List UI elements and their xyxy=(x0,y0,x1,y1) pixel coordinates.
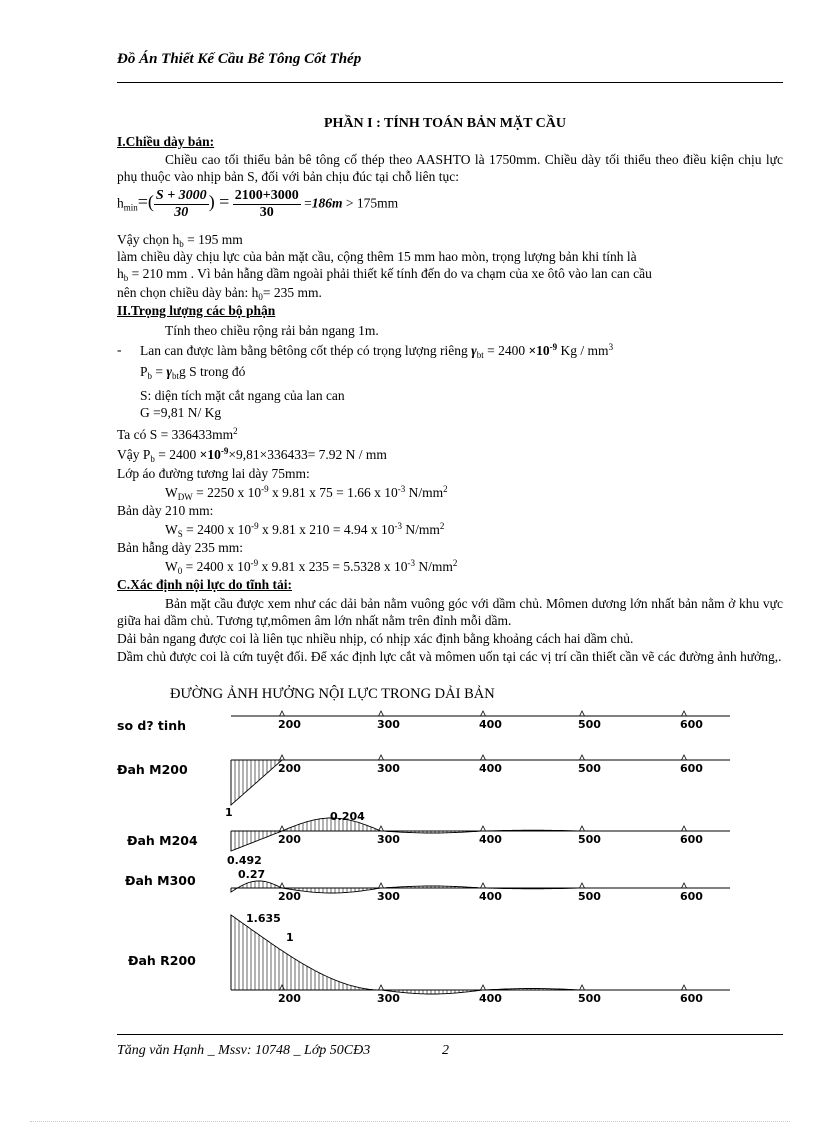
tick-label-600-row-1: 600 xyxy=(680,762,703,775)
w0-d: N/mm xyxy=(415,559,453,574)
section-3-paragraph-3: Dầm chủ được coi là cứn tuyệt đối. Để xác định lực cắt và mômen uốn tại các vị trí cần thiết cần vẽ các đường ảnh hưởng,. xyxy=(117,649,782,664)
thickness-line-3-text: = 210 mm . Vì bản hẫng dầm ngoài phải thiết kế tính đến do va chạm của xe ôtô vào lan can cầu xyxy=(128,266,652,281)
pb-rest: g S trong đó xyxy=(179,364,246,379)
pb-eq: = xyxy=(152,364,167,379)
pb-result-d: ×336433= 7.92 N / mm xyxy=(259,447,387,462)
tick-label-200-row-2: 200 xyxy=(278,833,301,846)
support-mark-500-row-2 xyxy=(580,826,585,831)
wdw-exp3: 2 xyxy=(443,484,448,494)
ws-c: x 9.81 x 210 = 4.94 x 10 xyxy=(258,522,395,537)
footer-page-number: 2 xyxy=(442,1043,449,1058)
support-mark-600-row-0 xyxy=(682,711,687,716)
tick-label-400-row-3: 400 xyxy=(479,890,502,903)
unit-weight-value: = 2400 xyxy=(483,343,529,358)
support-mark-500-row-3 xyxy=(580,883,585,888)
formula-close: ) = xyxy=(208,191,230,212)
support-mark-400-row-4 xyxy=(481,985,486,990)
pb-gamma-sub: bt xyxy=(172,371,180,381)
footer-author: Tăng văn Hạnh _ Mssv: 10748 _ Lớp 50CĐ3 xyxy=(117,1043,371,1058)
tick-label-200-row-0: 200 xyxy=(278,718,301,731)
formula-lhs-sub: min xyxy=(123,202,138,213)
support-mark-600-row-3 xyxy=(682,883,687,888)
tick-label-300-row-4: 300 xyxy=(377,992,400,1005)
page-bottom-edge xyxy=(30,1121,790,1122)
thickness-line-2: làm chiều dày chịu lực của bản mặt cầu, cộng thêm 15 mm hao mòn, trọng lượng bản khi tính là xyxy=(117,249,637,264)
ws-b: = 2400 x 10 xyxy=(182,522,252,537)
pb-result-exp: -9 xyxy=(220,446,229,456)
s-definition: S: diện tích mặt cắt ngang của lan can xyxy=(140,388,345,403)
wdw-a: W xyxy=(165,485,178,500)
row-label-m200: Đah M200 xyxy=(117,762,188,777)
support-mark-200-row-4 xyxy=(280,985,285,990)
support-mark-500-row-1 xyxy=(580,755,585,760)
wdw-exp1: -9 xyxy=(261,484,269,494)
support-mark-600-row-1 xyxy=(682,755,687,760)
wdw-b: = 2250 x 10 xyxy=(192,485,262,500)
support-mark-400-row-1 xyxy=(481,755,486,760)
tick-label-400-row-0: 400 xyxy=(479,718,502,731)
support-mark-600-row-2 xyxy=(682,826,687,831)
row-label-m204: Đah M204 xyxy=(127,833,198,848)
section-2-heading: II.Trọng lượng các bộ phận xyxy=(117,303,276,318)
thickness-line-4-value: = 235 mm. xyxy=(262,285,322,300)
row-label-m300: Đah M300 xyxy=(125,873,196,888)
section-3-heading: C.Xác định nội lực do tĩnh tải: xyxy=(117,577,293,592)
document-header-title: Đồ Án Thiết Kế Cầu Bê Tông Cốt Thép xyxy=(117,51,362,67)
section-3-paragraph-1: Bản mặt cầu được xem như các dải bản nằm vuông góc với dầm chủ. Mômen dương lớn nhất bản nằm ở khu vực giữa hai dầm chủ. Tương tự,mômen âm lớn nhất nằm trên đỉnh mỗi dầm. xyxy=(117,596,783,628)
tick-label-400-row-4: 400 xyxy=(479,992,502,1005)
m300-value-027: 0.27 xyxy=(238,868,266,881)
railing-bullet-text: Lan can được làm bằng bêtông cốt thép có trọng lượng riêng xyxy=(140,343,468,358)
fraction-1-denominator: 30 xyxy=(174,205,189,220)
tick-label-400-row-2: 400 xyxy=(479,833,502,846)
tick-label-500-row-4: 500 xyxy=(578,992,601,1005)
tick-label-600-row-3: 600 xyxy=(680,890,703,903)
w0-sub: 0 xyxy=(177,566,183,576)
formula-lhs: h xyxy=(117,195,124,211)
ws-a: W xyxy=(165,522,178,537)
support-mark-600-row-4 xyxy=(682,985,687,990)
w0-a: W xyxy=(165,559,178,574)
tick-label-600-row-0: 600 xyxy=(680,718,703,731)
thickness-line-3-h: h xyxy=(117,266,124,281)
tick-label-200-row-1: 200 xyxy=(278,762,301,775)
m200-value-1: 1 xyxy=(225,806,233,819)
pb-result-a: Vậy P xyxy=(117,447,151,462)
tick-label-500-row-1: 500 xyxy=(578,762,601,775)
row-label-r200: Đah R200 xyxy=(128,953,196,968)
support-mark-300-row-3 xyxy=(379,883,384,888)
pb-result-c: ×9,81 xyxy=(228,447,260,462)
support-mark-500-row-0 xyxy=(580,711,585,716)
wdw-d: N/mm xyxy=(405,485,444,500)
w0-b: = 2400 x 10 xyxy=(182,559,251,574)
tick-label-600-row-4: 600 xyxy=(680,992,703,1005)
w0-c: x 9.81 x 235 = 5.5328 x 10 xyxy=(258,559,408,574)
tick-label-300-row-1: 300 xyxy=(377,762,400,775)
tick-label-500-row-3: 500 xyxy=(578,890,601,903)
cantilever-235-label: Bản hẫng dày 235 mm: xyxy=(117,540,243,555)
diagram-title: ĐƯỜNG ẢNH HƯỞNG NỘI LỰC TRONG DẢI BẢN xyxy=(170,686,495,702)
ws-exp3: 2 xyxy=(439,521,445,531)
tick-label-600-row-2: 600 xyxy=(680,833,703,846)
support-mark-400-row-3 xyxy=(481,883,486,888)
support-mark-400-row-0 xyxy=(481,711,486,716)
section-2-intro: Tính theo chiều rộng rải bản ngang 1m. xyxy=(165,323,379,338)
pb-symbol: P xyxy=(140,364,148,379)
tick-label-400-row-1: 400 xyxy=(479,762,502,775)
gamma-symbol: γ xyxy=(471,343,477,358)
wdw-exp2: -3 xyxy=(397,484,406,494)
w0-exp2: -3 xyxy=(407,558,415,568)
unit-weight-unit: Kg / mm xyxy=(557,343,609,358)
pb-result-times: ×10 xyxy=(199,447,221,462)
formula-tail: > 175mm xyxy=(345,195,399,211)
tick-label-300-row-2: 300 xyxy=(377,833,400,846)
tick-label-300-row-3: 300 xyxy=(377,890,400,903)
chosen-hb-text: Vậy chọn h xyxy=(117,232,180,247)
r200-value-1: 1 xyxy=(286,931,294,944)
section-1-paragraph: Chiều cao tối thiểu bản bê tông cố thép theo AASHTO là 1750mm. Chiều dày tối thiểu theo điều kiện chịu lực phụ thuộc vào nhịp bản S, đối với bản chịu đúc tại chỗ liên tục: xyxy=(117,152,783,184)
thickness-line-4-sub: 0 xyxy=(258,292,263,302)
footer-rule xyxy=(117,1034,783,1035)
fraction-1-numerator: S + 3000 xyxy=(155,188,207,203)
support-mark-200-row-0 xyxy=(280,711,285,716)
formula-result-unit: m xyxy=(331,195,343,211)
w0-exp1: -9 xyxy=(250,558,259,568)
support-mark-200-row-1 xyxy=(280,755,285,760)
ws-exp2: -3 xyxy=(394,521,403,531)
m204-value-0492: 0.492 xyxy=(227,854,262,867)
thickness-line-3-sub: b xyxy=(123,273,129,283)
chosen-hb-sub: b xyxy=(179,239,184,249)
formula-result: 186 xyxy=(311,195,332,211)
part-title: PHẦN I : TÍNH TOÁN BẢN MẶT CẦU xyxy=(323,116,567,131)
tick-label-500-row-0: 500 xyxy=(578,718,601,731)
formula-eq2: = xyxy=(304,195,312,211)
support-mark-500-row-4 xyxy=(580,985,585,990)
unit-weight-exp: -9 xyxy=(549,342,558,352)
railing-bullet-dash: - xyxy=(117,342,122,357)
row-label-scheme: so d? tinh xyxy=(117,718,186,733)
fraction-2-denominator: 30 xyxy=(259,205,274,220)
slab-210-label: Bản dày 210 mm: xyxy=(117,503,214,518)
w0-exp3: 2 xyxy=(452,558,458,568)
support-mark-300-row-1 xyxy=(379,755,384,760)
section-1-heading: I.Chiều dày bản: xyxy=(117,134,215,149)
pb-sub: b xyxy=(147,371,153,381)
wearing-surface-label: Lớp áo đường tương lai dày 75mm: xyxy=(117,466,310,481)
m200-area-outline xyxy=(231,760,282,805)
tick-label-300-row-0: 300 xyxy=(377,718,400,731)
pb-result-sub: b xyxy=(150,454,155,464)
r200-value-1635: 1.635 xyxy=(246,912,281,925)
pb-result-b: = 2400 xyxy=(154,447,200,462)
formula-eq: =( xyxy=(137,191,154,212)
tick-label-200-row-4: 200 xyxy=(278,992,301,1005)
support-mark-300-row-0 xyxy=(379,711,384,716)
area-s-text: Ta có S = 336433mm xyxy=(117,427,234,442)
r200-area-outline xyxy=(231,915,582,994)
support-mark-300-row-4 xyxy=(379,985,384,990)
gamma-sub: bt xyxy=(476,350,484,360)
ws-sub: S xyxy=(177,529,183,539)
pb-gamma: γ xyxy=(166,364,173,379)
g-definition: G =9,81 N/ Kg xyxy=(140,405,222,420)
support-mark-400-row-2 xyxy=(481,826,486,831)
ws-exp1: -9 xyxy=(251,521,259,531)
area-s-exp: 2 xyxy=(233,426,238,436)
unit-weight-times: ×10 xyxy=(528,343,550,358)
wdw-sub: DW xyxy=(177,492,193,502)
tick-label-200-row-3: 200 xyxy=(278,890,301,903)
chosen-hb-value: = 195 mm xyxy=(183,232,243,247)
wdw-c: x 9.81 x 75 = 1.66 x 10 xyxy=(268,485,398,500)
ws-d: N/mm xyxy=(402,522,440,537)
fraction-2-numerator: 2100+3000 xyxy=(234,188,299,203)
thickness-line-4-text: nên chọn chiều dày bản: h xyxy=(117,285,259,300)
tick-label-500-row-2: 500 xyxy=(578,833,601,846)
m204-value-0204: 0.204 xyxy=(330,810,365,823)
unit-weight-unit-exp: 3 xyxy=(608,342,614,352)
section-3-paragraph-2: Dải bản ngang được coi là liên tục nhiều nhịp, có nhịp xác định bằng khoảng cách hai dầm chủ. xyxy=(117,631,634,646)
